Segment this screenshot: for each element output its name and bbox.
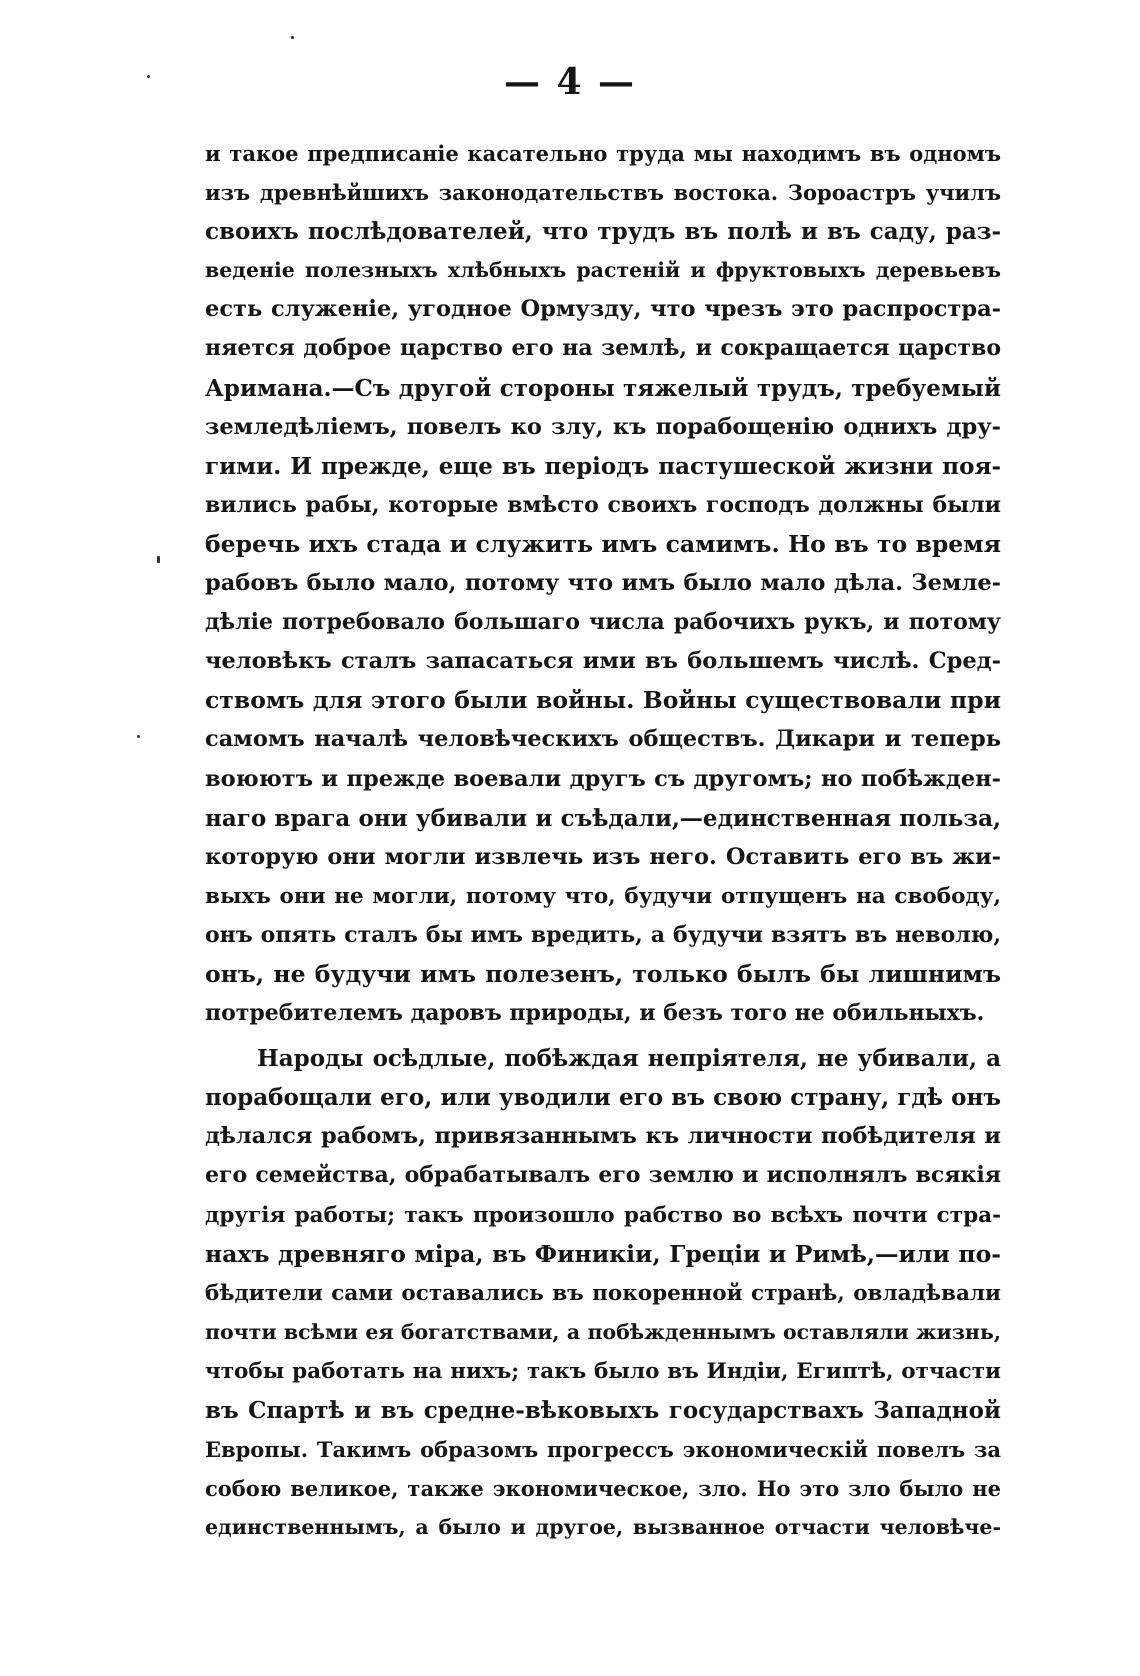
text-line: дѣліе потребовало большаго числа рабочихъ рукъ, и потому [205, 609, 1001, 636]
text-line: беречь ихъ стада и служить имъ самимъ. Но въ то время [205, 529, 1001, 558]
text-line: онъ опять сталъ бы имъ вредить, а будучи взятъ въ неволю, [205, 921, 1001, 948]
text-line: человѣкъ сталъ запасаться ими въ большемъ числѣ. Сред- [205, 648, 1001, 675]
text-line: рабовъ было мало, потому что имъ было мало дѣла. Земле- [205, 570, 1001, 597]
page-number: — 4 — [503, 61, 637, 103]
text-line: дѣлался рабомъ, привязаннымъ къ личности побѣдителя и [205, 1123, 1001, 1150]
scan-speck [137, 735, 140, 738]
text-line: Народы осѣдлые, побѣждая непріятеля, не убивали, а [257, 1045, 1001, 1073]
text-line: вились рабы, которые вмѣсто своихъ господъ должны были [205, 491, 1001, 518]
text-line: ствомъ для этого были войны. Войны существовали при [205, 686, 1001, 715]
text-line: другія работы; такъ произошло рабство во всѣхъ почти стра- [205, 1202, 1001, 1228]
text-line: своихъ послѣдователей, что трудъ въ полѣ и въ саду, раз- [205, 218, 1001, 246]
body-text [205, 134, 1001, 1547]
scan-speck [157, 556, 160, 563]
text-line: его семейства, обрабатывалъ его землю и исполнялъ всякія [205, 1162, 1001, 1189]
text-line: единственнымъ, а было и другое, вызванное отчасти человѣче- [205, 1515, 1001, 1540]
text-line: воюютъ и прежде воевали другъ съ другомъ; но побѣжден- [205, 765, 1001, 792]
text-line: онъ, не будучи имъ полезенъ, только былъ бы лишнимъ [205, 959, 1001, 988]
text-line: самомъ началѣ человѣческихъ обществъ. Дикари и теперь [205, 726, 1001, 753]
text-line: веденіе полезныхъ хлѣбныхъ растеній и фруктовыхъ деревьевъ [205, 258, 1001, 283]
text-line: наго врага они убивали и съѣдали,—единственная польза, [205, 804, 1001, 832]
text-line: есть служеніе, угодное Ормузду, что чрезъ это распростра- [205, 296, 1001, 323]
scan-speck [291, 36, 294, 39]
text-line: въ Спартѣ и въ средне-вѣковыхъ государствахъ Западной [205, 1397, 1001, 1424]
text-line: порабощали его, или уводили его въ свою страну, гдѣ онъ [205, 1084, 1001, 1112]
text-line: и такое предписаніе касательно труда мы находимъ въ одномъ [205, 141, 1001, 166]
text-line: Аримана.—Съ другой стороны тяжелый трудъ, требуемый [205, 374, 1001, 402]
text-line: земледѣліемъ, повелъ ко злу, къ порабощенію однихъ дру- [205, 413, 1001, 440]
text-line: выхъ они не могли, потому что, будучи отпущенъ на свободу, [205, 883, 1001, 909]
text-line: которую они могли извлечь изъ него. Оставить его въ жи- [205, 843, 1001, 870]
text-line: Европы. Такимъ образомъ прогрессъ экономическій повелъ за [205, 1437, 1001, 1463]
text-line: бѣдители сами оставались въ покоренной странѣ, овладѣвали [205, 1280, 1001, 1306]
text-line: почти всѣми ея богатствами, а побѣжденнымъ оставляли жизнь, [205, 1319, 1001, 1344]
text-line: потребителемъ даровъ природы, и безъ того не обильныхъ. [205, 1000, 985, 1027]
text-line: собою великое, также экономическое, зло. Но это зло было не [205, 1476, 1001, 1502]
paragraph-2 [205, 1039, 1001, 1547]
paragraph-1 [205, 134, 1001, 1033]
text-line: изъ древнѣйшихъ законодательствъ востока. Зороастръ училъ [205, 180, 1001, 206]
text-line: гими. И прежде, еще въ періодъ пастушеской жизни поя- [205, 452, 1001, 480]
text-line: нахъ древняго міра, въ Финикіи, Греціи и Римѣ,—или по- [205, 1239, 1001, 1268]
text-line: чтобы работать на нихъ; такъ было въ Индіи, Египтѣ, отчасти [205, 1358, 1001, 1384]
text-line: няется доброе царство его на землѣ, и сокращается царство [205, 335, 1001, 362]
